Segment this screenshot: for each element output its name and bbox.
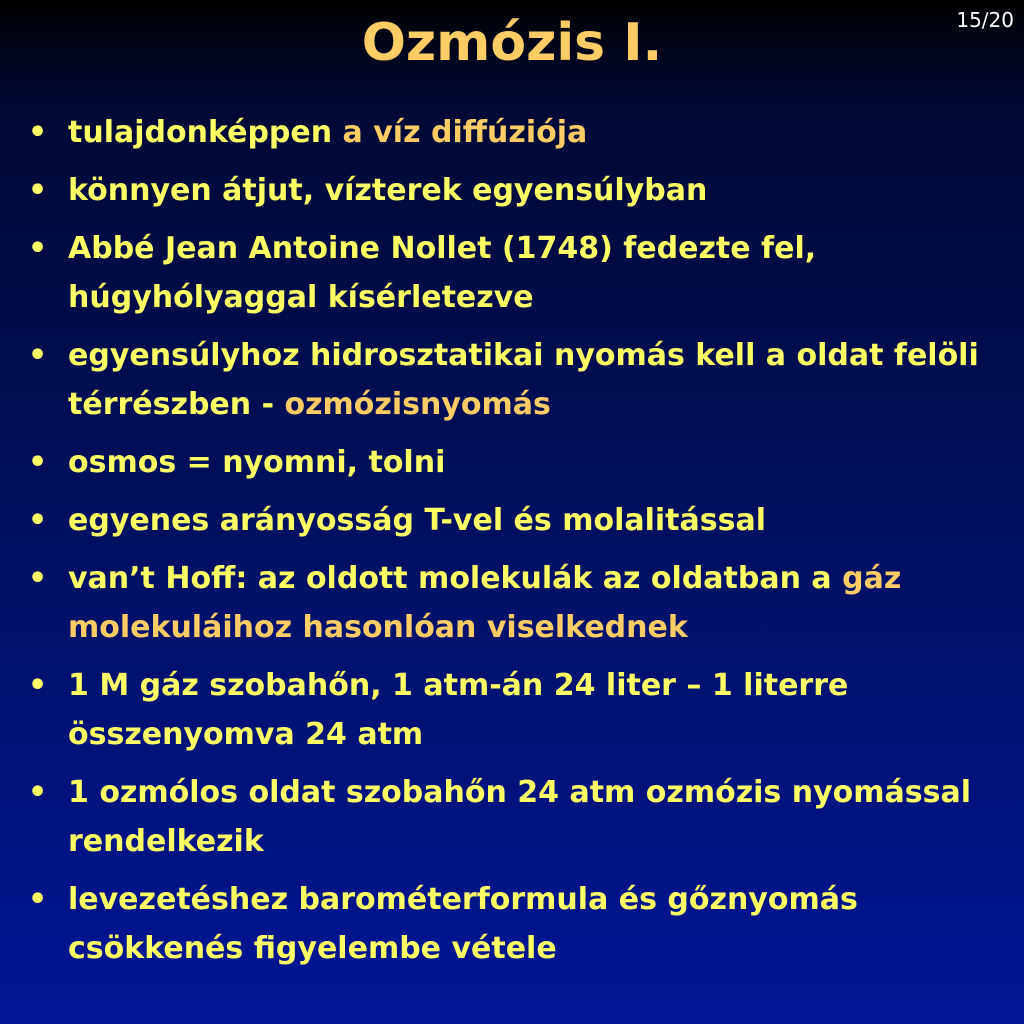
bullet-item	[28, 224, 998, 322]
bullet-icon: •	[28, 231, 48, 266]
bullet-item	[28, 768, 998, 866]
bullet-text: könnyen átjut, vízterek egyensúlyban	[68, 173, 708, 208]
bullet-text: 1 M gáz szobahőn, 1 atm-án 24 liter – 1 literre összenyomva 24 atm	[68, 668, 849, 752]
bullet-text: 1 ozmólos oldat szobahőn 24 atm ozmózis nyomással rendelkezik	[68, 775, 972, 859]
bullet-highlight: a víz diffúziója	[342, 115, 588, 150]
bullet-text: Abbé Jean Antoine Nollet (1748) fedezte fel, húgyhólyaggal kísérletezve	[68, 231, 817, 315]
bullet-icon: •	[28, 668, 48, 703]
bullet-text: egyensúlyhoz hidrosztatikai nyomás kell a oldat felöli térrészben -	[68, 338, 979, 422]
bullet-highlight: gáz molekuláihoz hasonlóan viselkednek	[68, 561, 902, 645]
bullet-item	[28, 554, 998, 652]
bullet-item	[28, 661, 998, 759]
slide-title: Ozmózis I.	[361, 13, 663, 73]
bullet-text: van’t Hoff: az oldott molekulák az oldatban a	[68, 561, 843, 596]
bullet-icon: •	[28, 882, 48, 917]
bullet-icon: •	[28, 445, 48, 480]
bullet-text: egyenes arányosság T-vel és molalitással	[68, 503, 766, 538]
bullet-item	[28, 875, 998, 973]
bullet-item	[28, 438, 998, 487]
bullet-highlight: ozmózisnyomás	[284, 387, 551, 422]
bullet-icon: •	[28, 338, 48, 373]
bullet-icon: •	[28, 503, 48, 538]
bullet-list	[28, 108, 998, 982]
bullet-item	[28, 108, 998, 157]
bullet-item	[28, 331, 998, 429]
bullet-icon: •	[28, 775, 48, 810]
bullet-icon: •	[28, 115, 48, 150]
bullet-text: levezetéshez barométerformula és gőznyomás csökkenés figyelembe vétele	[68, 882, 858, 966]
bullet-text: tulajdonképpen	[68, 115, 343, 150]
bullet-icon: •	[28, 561, 48, 596]
bullet-icon: •	[28, 173, 48, 208]
bullet-item	[28, 166, 998, 215]
page-number: 15/20	[956, 8, 1014, 32]
bullet-item	[28, 496, 998, 545]
bullet-text: osmos = nyomni, tolni	[68, 445, 446, 480]
